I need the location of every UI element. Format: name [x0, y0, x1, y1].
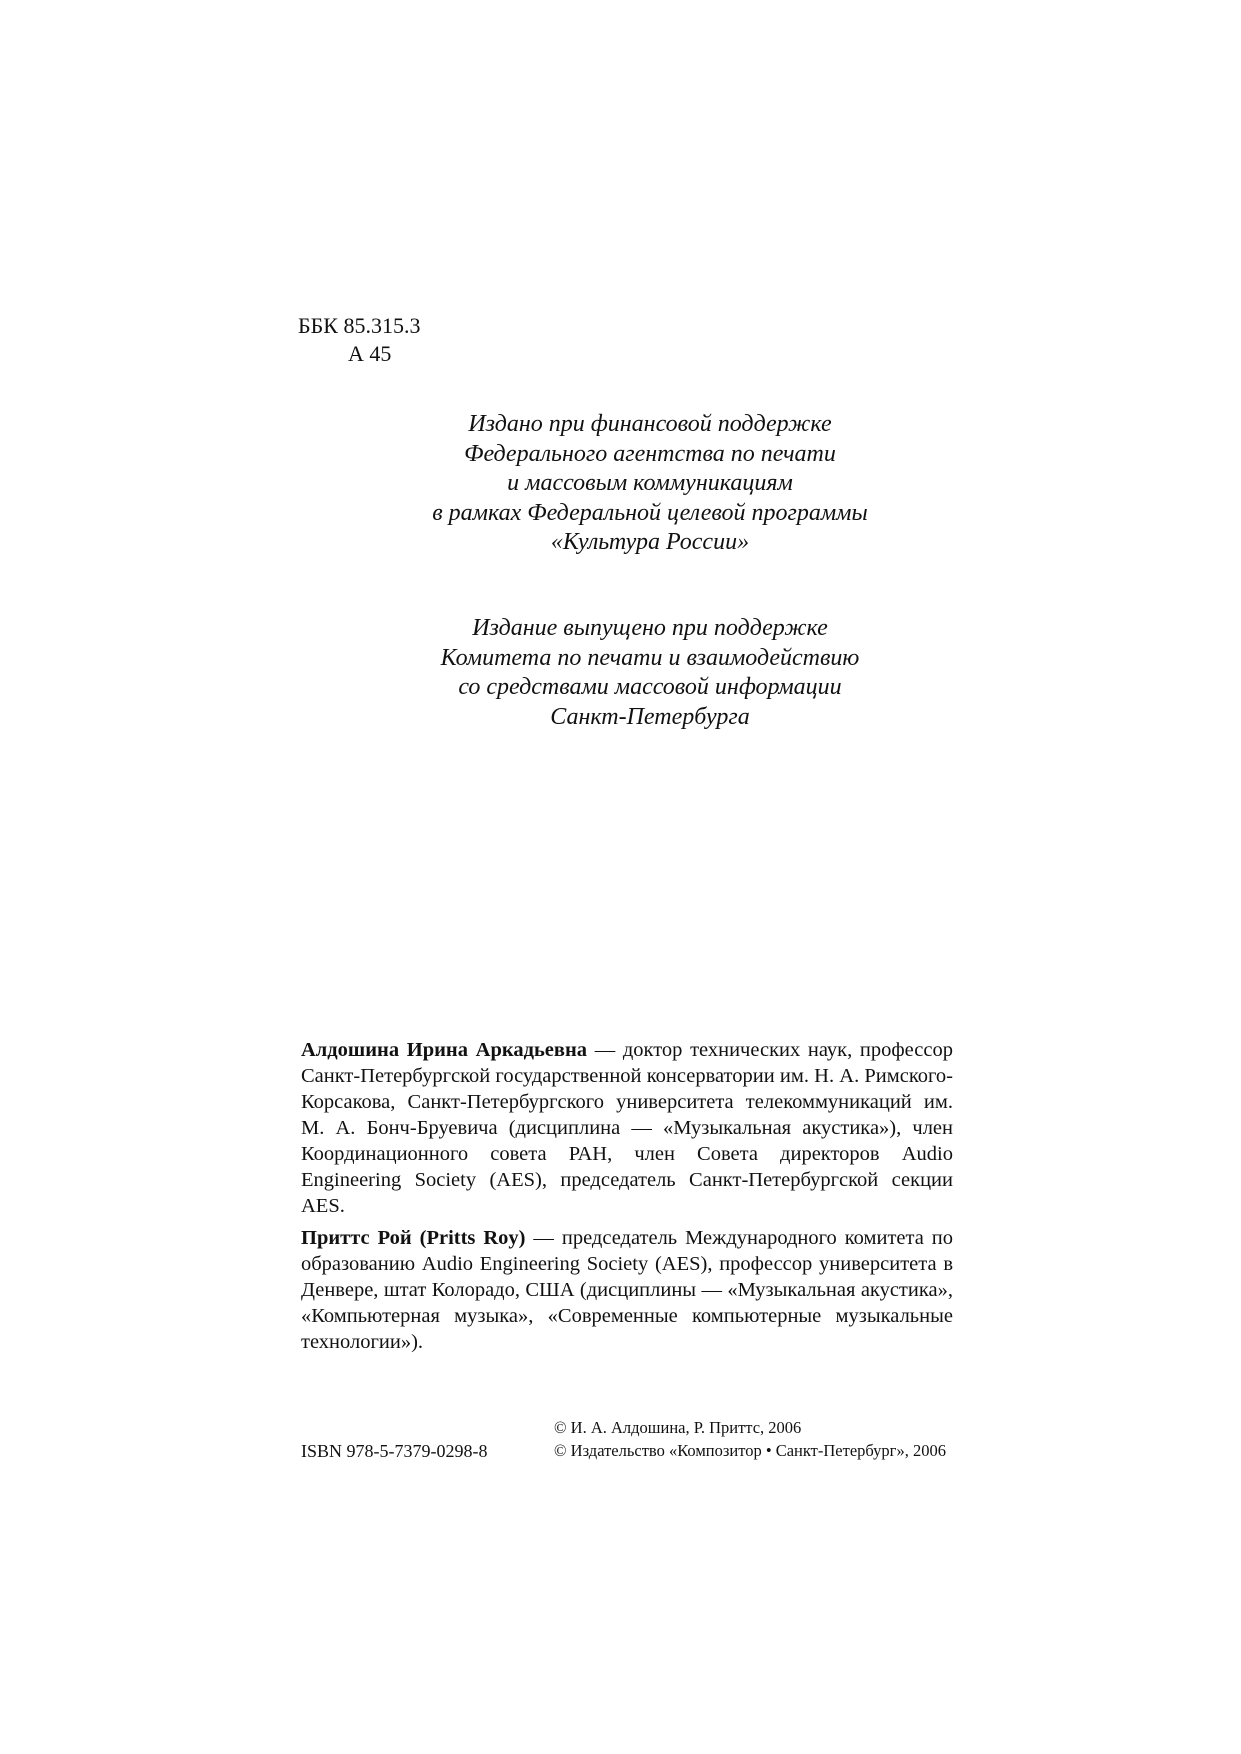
isbn: ISBN 978-5-7379-0298-8 [301, 1441, 488, 1461]
support-notice-federal [330, 410, 970, 558]
copyright-publisher: © Издательство «Композитор • Санкт-Петербург», 2006 [554, 1441, 946, 1460]
support-line: Федерального агентства по печати [464, 440, 836, 467]
support-line: Издание выпущено при поддержке [472, 615, 828, 641]
support-line: и массовым коммуникациям [507, 470, 793, 496]
author-description: — доктор технических наук, профессор Санкт-Петербургской государственной консерватории им. Н. А. Римского-Корсакова, Санкт-Петербургского университета телекоммуникаций им. М. А. Бонч-Бруевича (дисциплина — «Музыкальная акустика»), член Координационного совета РАН, член Совета директоров Audio Engineering Society (AES), председатель Санкт-Петербургской секции AES. [301, 1039, 953, 1217]
author-bio-pritts [301, 1225, 953, 1355]
classification-block [298, 312, 420, 368]
support-line: Санкт-Петербурга [550, 703, 750, 730]
bbk-code: ББК 85.315.3 [298, 313, 421, 338]
author-mark: А 45 [348, 341, 392, 366]
support-line: в рамках Федеральной целевой программы [432, 499, 868, 526]
author-name: Алдошина Ирина Аркадьевна [301, 1039, 588, 1061]
copyright-authors: © И. А. Алдошина, Р. Приттс, 2006 [554, 1418, 802, 1437]
author-description: — председатель Международного комитета по образованию Audio Engineering Society (AES), профессор университета в Денвере, штат Колорадо, США (дисциплины — «Музыкальная акустика», «Компьютерная музыка», «Современные компьютерные музыкальные технологии»). [301, 1227, 953, 1353]
support-line: со средствами массовой информации [458, 674, 842, 700]
support-line: Комитета по печати и взаимодействию [440, 644, 860, 671]
support-line: «Культура России» [550, 529, 750, 555]
support-line: Издано при финансовой поддержке [468, 411, 832, 437]
support-notice-committee [330, 614, 970, 732]
author-bio-aldoshina [301, 1037, 953, 1219]
author-name: Приттс Рой (Pritts Roy) [301, 1227, 526, 1249]
